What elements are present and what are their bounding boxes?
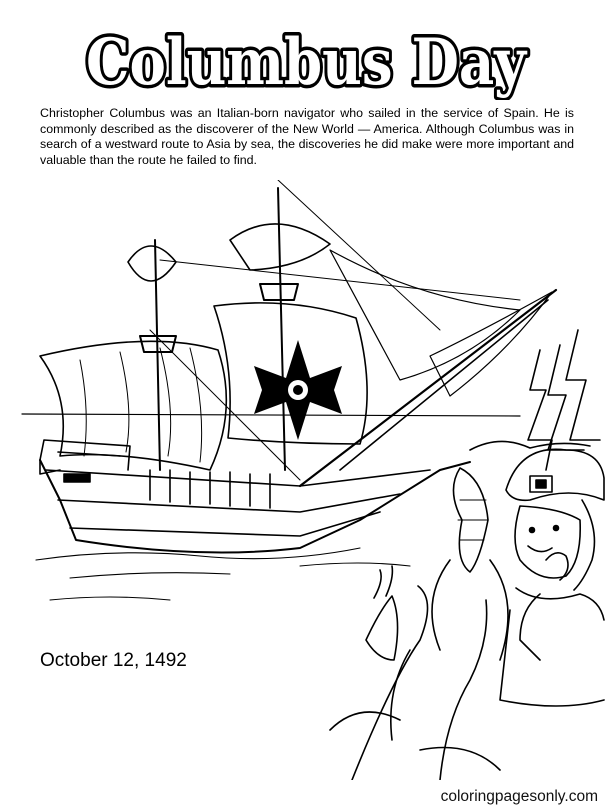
page-title-svg [0,8,612,100]
mast-icon [140,188,298,470]
page-title: Columbus Day [86,25,528,100]
corn-plant-icon [330,468,508,780]
pine-tree-icon [470,330,600,470]
watermark[interactable]: coloringpagesonly.com [440,788,598,805]
horizon-icon [22,414,520,416]
cross-emblem-icon [254,340,342,440]
page-title-banner [0,8,612,100]
intro-paragraph: Christopher Columbus was an Italian-born navigator who sailed in the service of Spain. He is commonly described as the discoverer of the New World — America. Although Columbus was in search of a westward route to Asia by sea, the discoveries he did make were more important and valuable than the route he failed to find. [40,106,574,167]
date-caption: October 12, 1492 [40,650,187,671]
ship-illustration [0,180,612,780]
pilgrim-boy-icon [500,449,604,706]
water-icon [36,548,410,600]
